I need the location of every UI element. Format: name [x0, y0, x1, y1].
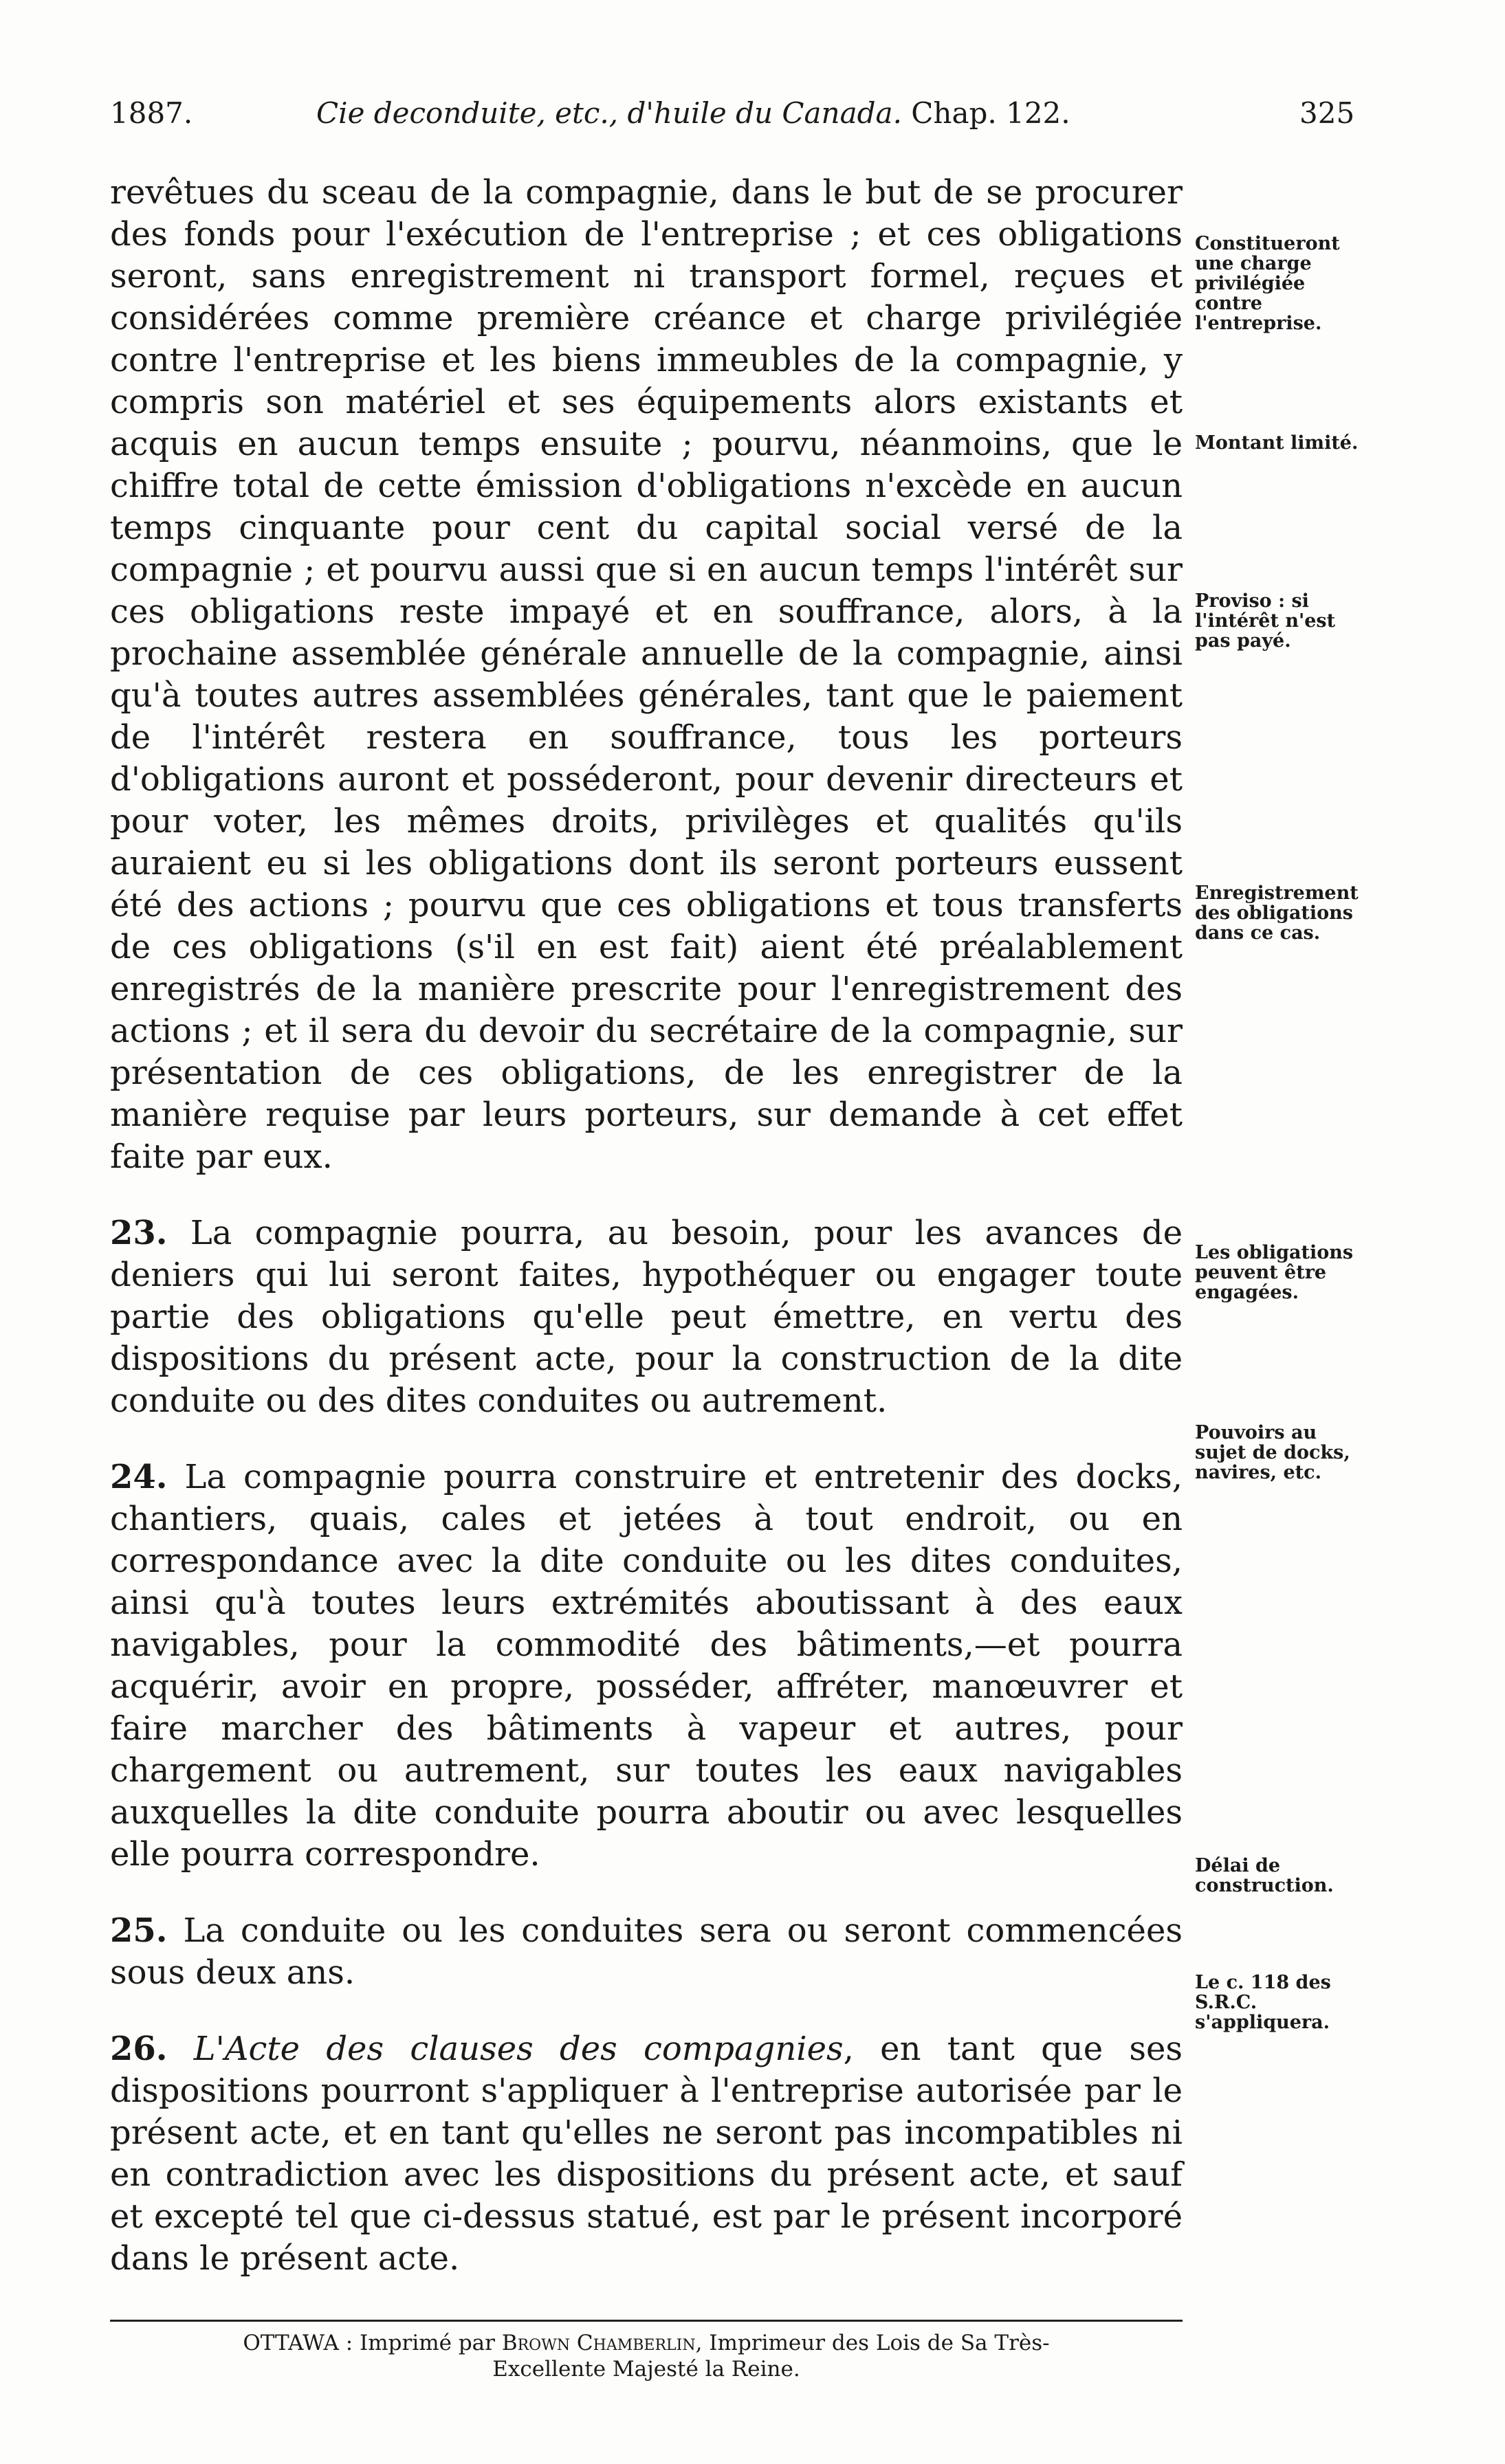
margin-note-montant: Montant limité.	[1195, 432, 1359, 454]
imprint-line-2: Excellente Majesté la Reine.	[492, 2357, 800, 2382]
section-24	[110, 1456, 1183, 1876]
section-number: 26.	[110, 2030, 168, 2068]
footer-rule	[110, 2320, 1183, 2322]
section-text: La compagnie pourra, au besoin, pour les avances de deniers qui lui seront faites, hypothéquer ou engager toute partie des obligations qu'elle peut émettre, en vertu des dispositions du présent acte, pour la construction de la dite conduite ou des dites conduites ou autrement.	[110, 1214, 1183, 1420]
act-title: L'Acte des clauses des compagnies	[193, 2030, 844, 2068]
header-year: 1887.	[110, 96, 193, 130]
paragraph-continuation: revêtues du sceau de la compagnie, dans le but de se procurer des fonds pour l'exécution de l'entreprise ; et ces obligations seront, sans enregistrement ni transport formel, reçues et considérées comme première créance et charge privilégiée contre l'entreprise et les biens immeubles de la compagnie, y compris son matériel et ses équipements alors existants et acquis en aucun temps ensuite ; pourvu, néanmoins, que le chiffre total de cette émission d'obligations n'excède en aucun temps cinquante pour cent du capital social versé de la compagnie ; et pourvu aussi que si en aucun temps l'intérêt sur ces obligations reste impayé et en souffrance, alors, à la prochaine assemblée générale annuelle de la compagnie, ainsi qu'à toutes autres assemblées générales, tant que le paiement de l'intérêt restera en souffrance, tous les porteurs d'obligations auront et posséderont, pour devenir directeurs et pour voter, les mêmes droits, privilèges et qualités qu'ils auraient eu si les obligations dont ils seront porteurs eussent été des actions ; pourvu que ces obligations et tous transferts de ces obligations (s'il en est fait) aient été préalablement enregistrés de la manière prescrite pour l'enregistrement des actions ; et il sera du devoir du secrétaire de la compagnie, sur présentation de ces obligations, de les enregistrer de la manière requise par leurs porteurs, sur demande à cet effet faite par eux.	[110, 173, 1183, 1176]
section-number: 24.	[110, 1458, 168, 1496]
header-chapter: Chap. 122.	[911, 96, 1070, 130]
margin-note-pouvoirs: Pouvoirs au sujet de docks, navires, etc.	[1195, 1422, 1350, 1483]
main-text	[110, 172, 1183, 2280]
margin-note-proviso: Proviso : si l'intérêt n'est pas payé.	[1195, 590, 1336, 652]
header-title-text: Cie deconduite, etc., d'huile du Canada.	[316, 96, 902, 130]
page-number: 325	[1299, 96, 1355, 130]
section-25	[110, 1910, 1183, 1994]
section-text: La compagnie pourra construire et entretenir des docks, chantiers, quais, cales et jetées à tout endroit, ou en correspondance avec la dite conduite ou les dites conduites, ainsi qu'à toutes leurs extrémités aboutissant à des eaux navigables, pour la commodité des bâtiments,—et pourra acquérir, avoir en propre, posséder, affréter, manœuvrer et faire marcher des bâtiments à vapeur et autres, pour chargement ou autrement, sur toutes les eaux navigables auxquelles la dite conduite pourra aboutir ou avec lesquelles elle pourra correspondre.	[110, 1458, 1183, 1874]
header-title	[316, 96, 1070, 137]
section-number: 25.	[110, 1911, 168, 1950]
section-text: , en tant que ses dispositions pourront s'appliquer à l'entreprise autorisée par le présent acte, et en tant qu'elles ne seront pas incompatibles ni en contradiction avec les dispositions du présent acte, et sauf et excepté tel que ci-dessus statué, est par le présent incorporé dans le présent acte.	[110, 2030, 1183, 2278]
printer-imprint	[110, 2330, 1183, 2382]
margin-note-charge: Constitueront une charge privilégiée contre l'entreprise.	[1195, 233, 1340, 334]
section-23	[110, 1212, 1183, 1422]
section-number: 23.	[110, 1214, 168, 1252]
imprint-line-1	[110, 2330, 1183, 2356]
imprint-text: OTTAWA : Imprimé par	[243, 2331, 502, 2355]
margin-note-obligations: Les obligations peuvent être engagées.	[1195, 1242, 1354, 1303]
printer-name: Brown Chamberlin	[501, 2331, 696, 2355]
section-text: La conduite ou les conduites sera ou seront commencées sous deux ans.	[110, 1911, 1183, 1992]
margin-note-enregistrement: Enregistrement des obligations dans ce cas.	[1195, 883, 1359, 944]
margin-note-delai: Délai de construction.	[1195, 1855, 1334, 1896]
section-26	[110, 2028, 1183, 2280]
imprint-text: , Imprimeur des Lois de Sa Très-	[695, 2331, 1050, 2355]
margin-note-chapitre: Le c. 118 des S.R.C. s'appliquera.	[1195, 1972, 1331, 2033]
